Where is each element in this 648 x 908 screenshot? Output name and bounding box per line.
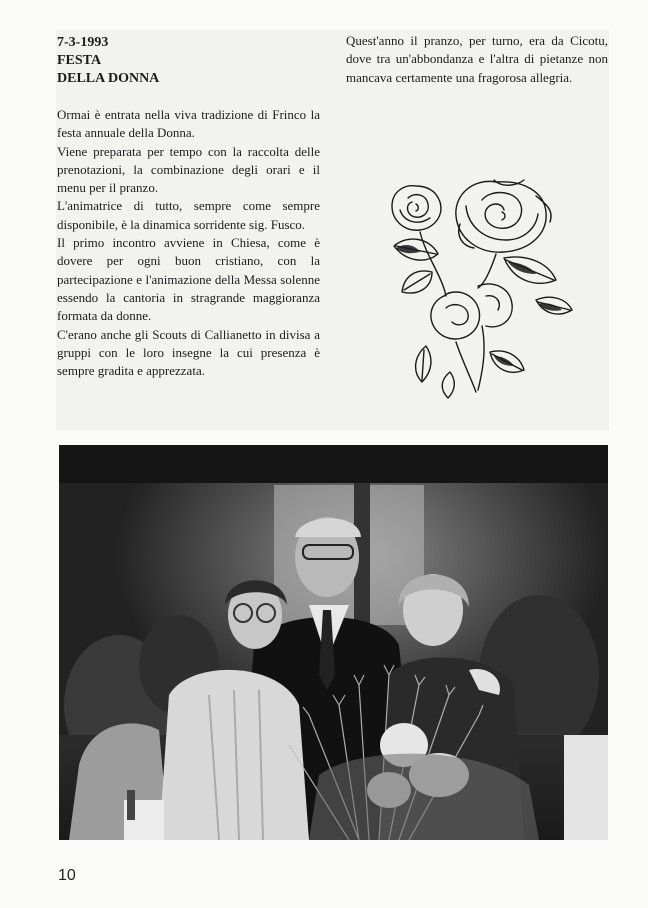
paragraph-5: C'erano anche gli Scouts di Callianetto in divisa a gruppi con le loro insegne la cui presenza è sempre gradita e apprezzata. — [57, 326, 320, 379]
page-number: 10 — [58, 867, 76, 884]
group-photo-icon — [59, 445, 608, 840]
article-heading — [57, 34, 320, 88]
photo-scene — [59, 445, 608, 840]
rose-drawing-icon — [386, 176, 590, 400]
paragraph-3: L'animatrice di tutto, sempre come sempre disponibile, è la dinamica sorridente sig. Fusco. — [57, 198, 320, 232]
article-title-line-1: FESTA — [57, 53, 102, 68]
article-continuation — [346, 32, 608, 87]
paragraph-1: Ormai è entrata nella viva tradizione di Frinco la festa annuale della Donna. — [57, 107, 320, 141]
paragraph-4: Il primo incontro avviene in Chiesa, come è dovere per ogni buon cristiano, con la partecipazione e l'animazione della Messa solenne essendo la cantoria in stragrande maggioranza formata da donne. — [57, 235, 320, 324]
article-title-line-2: DELLA DONNA — [57, 71, 160, 86]
article-left-column — [57, 34, 320, 380]
article-body — [57, 106, 320, 380]
paragraph-2: Viene preparata per tempo con la raccolta delle prenotazioni, la combinazione degli orari e il menu per il pranzo. — [57, 143, 320, 196]
article-date: 7-3-1993 — [57, 35, 109, 50]
article-right-column — [346, 32, 608, 87]
paragraph-6: Quest'anno il pranzo, per turno, era da Cicotu, dove tra un'abbondanza e l'altra di pietanze non mancava certamente una fragorosa allegria. — [346, 33, 608, 85]
